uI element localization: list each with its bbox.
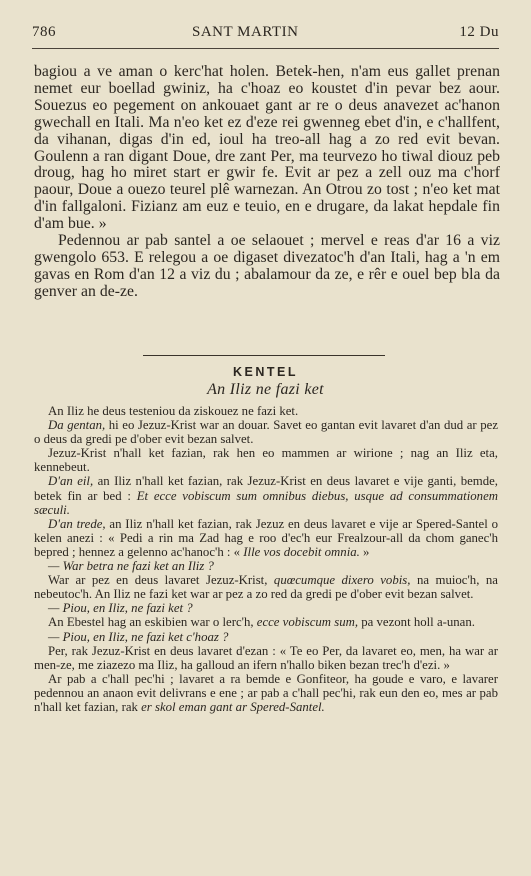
lesson-text <box>34 404 498 714</box>
lesson-text-run: pa vezont holl a-unan. <box>358 615 475 630</box>
section-subtitle: An Iliz ne fazi ket <box>207 381 324 398</box>
section-divider <box>143 355 385 356</box>
lesson-text-run: an Iliz n'hall ket fazian, rak Jezuz-Krist en deus lavaret e vije ganti, bemde, betek fin ar bed : <box>34 474 499 503</box>
emphasis: er skol eman gant ar Spered-Santel. <box>141 699 325 714</box>
running-title: SANT MARTIN <box>192 24 299 40</box>
catechism-question: — Piou, en Iliz, ne fazi ket ? <box>48 601 193 616</box>
lesson-text-run: Ar pab a c'hall pec'hi ; lavaret a ra bemde e Gonfiteor, ha goude e varo, e lavarer pedennou an anaon evit delivrans e ene ; ar pab a c'hall pec'hi, rak eun den eo, mes ar pab n'hall ket fazian, rak <box>34 671 498 714</box>
lesson-paragraph <box>34 573 498 601</box>
lesson-paragraph <box>34 474 498 516</box>
lesson-text-run: War ar pez en deus lavaret Jezuz-Krist, <box>48 573 274 588</box>
lesson-paragraph: Per, rak Jezuz-Krist en deus lavaret d'ezan : « Te eo Per, da lavaret eo, men, ha war ar men-ze, me ziazezo ma Iliz, ha galloud an ifern n'hallo biken bezan trec'h d'ezi. » <box>34 643 498 672</box>
page-number: 786 <box>32 24 56 40</box>
lesson-text-run: An Ebestel hag an eskibien war o lerc'h, <box>48 615 257 630</box>
catechism-question: — War betra ne fazi ket an Iliz ? <box>48 559 214 574</box>
emphasis: D'an trede, <box>48 516 106 531</box>
lesson-paragraph <box>34 615 498 629</box>
lesson-text-run: na muioc'h, na nebeutoc'h. An Iliz ne fazi ket war ar pez a zo red da gredi pe d'ober evit bezan salvet. <box>34 573 498 602</box>
lesson-text-run: an Iliz n'hall ket fazian, rak Jezuz en deus lavaret e vije ar Spered-Santel o kelen anezi : « Pedi a rin ma Zad hag e roo d'ec'h eur Frealzour-all da chom ganec'h bepred ; hennez a gelenno ac'hanoc'h : « <box>34 516 498 559</box>
lesson-text-run: » <box>359 544 370 559</box>
latin-quote: Et ecce vobiscum sum omnibus diebus, usque ad consummationem sæculi. <box>34 488 498 517</box>
paragraph: bagiou a ve aman o kerc'hat holen. Betek-hen, n'am eus gallet prenan nemet eur boellad gwiniz, ha c'hoaz eo koustet d'in pevar bez aour. Souezus eo pegement on ankouaet gant ar re o deus anavezet ac'hanon gwechall en Itali. Ma n'eo ket ez d'eze rei gwenneg ebet d'in, e c'hallfent, da vihanan, digas d'in ed, ioul ha treo-all hag a zo red evit bevan. Goulenn a ran digant Doue, dre zant Per, ma teurvezo ho tiwal diouz peb droug, hag ho miret start er gwir fe. Evit ar pez a zell ouz ma c'horf paour, Doue a ouezo teurel plê warnezan. An Otrou zo tost ; n'eo ket mat d'in fallgaloni. Fizianz am euz e teuio, en e drugare, da lakat hepdale fin d'am bue. » <box>34 63 500 233</box>
latin-quote: Ille vos docebit omnia. <box>243 544 360 559</box>
lesson-paragraph <box>34 418 498 446</box>
main-text <box>34 64 500 301</box>
running-header <box>32 24 499 49</box>
lesson-paragraph: An Iliz he deus testeniou da ziskouez ne fazi ket. <box>48 404 299 418</box>
lesson-paragraph: Jezuz-Krist n'hall ket fazian, rak hen eo mammen ar wirione ; nag an Iliz eta, kennebeut. <box>34 446 498 475</box>
section-heading: KENTEL <box>233 365 298 379</box>
latin-quote: quœcumque dixero vobis, <box>273 573 411 588</box>
emphasis: D'an eil, <box>48 474 94 489</box>
lesson-paragraph <box>34 517 498 559</box>
running-date: 12 Du <box>459 24 499 40</box>
catechism-question: — Piou, en Iliz, ne fazi ket c'hoaz ? <box>48 629 229 644</box>
latin-quote: ecce vobiscum sum, <box>256 615 359 630</box>
paragraph: Pedennou ar pab santel a oe selaouet ; mervel e reas d'ar 16 a viz gwengolo 653. E relegou a oe digaset divezatoc'h d'an Itali, hag a 'n em gavas en Rom d'an 12 a viz du ; abalamour da ze, e rêr e ouel bep bla da genver an de-ze. <box>34 232 500 300</box>
lesson-paragraph <box>34 672 498 714</box>
emphasis: Da gentan, <box>48 418 106 433</box>
lesson-text-run: hi eo Jezuz-Krist war an douar. Savet eo gantan evit lavaret d'an dud ar pez o deus da gredi pe d'ober evit bezan salvet. <box>34 418 499 447</box>
